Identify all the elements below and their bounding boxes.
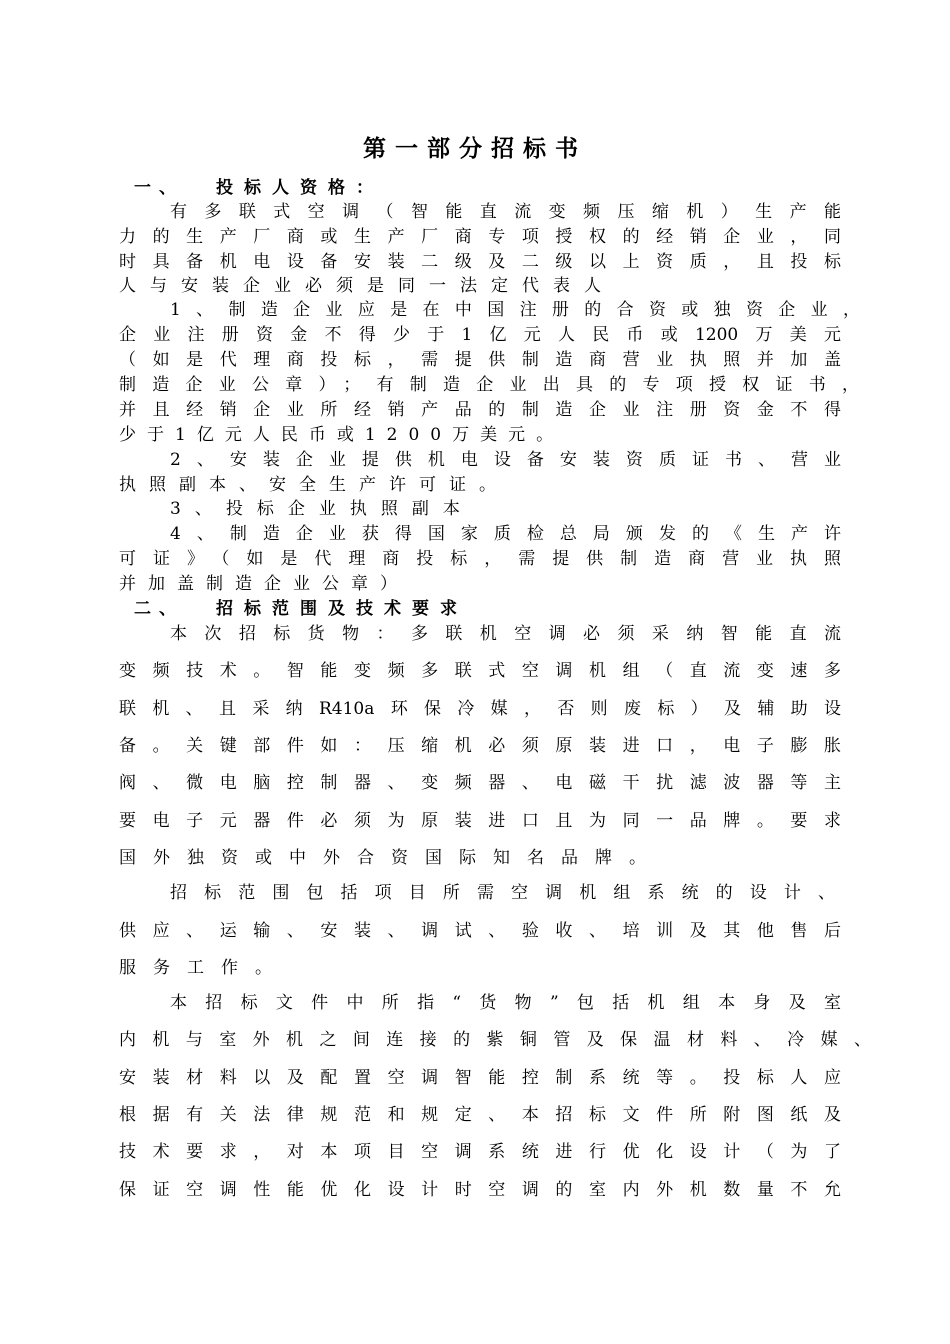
section-1-line: （如是代理商投标，需提供制造商营业执照并加盖 <box>119 350 841 370</box>
section-1-line: 3、投标企业执照副本 <box>170 499 474 519</box>
section-2-title: 招标范围及技术要求 <box>216 599 468 619</box>
section-1-number: 一、 <box>134 178 184 198</box>
section-2-line: 保证空调性能优化设计时空调的室内外机数量不允 <box>119 1180 841 1200</box>
section-2-line: 招标范围包括项目所需空调机组系统的设计、 <box>170 883 835 903</box>
section-1-line: 可证》（如是代理商投标，需提供制造商营业执照 <box>119 549 841 569</box>
section-1-line: 有多联式空调（智能直流变频压缩机）生产能 <box>170 202 841 222</box>
section-1-line: 少于1亿元人民币或1200万美元。 <box>119 425 565 445</box>
section-2-line: 安装材料以及配置空调智能控制系统等。投标人应 <box>119 1068 841 1088</box>
section-2-line: 要电子元器件必须为原装进口且为同一品牌。要求 <box>119 811 841 831</box>
section-2-line: 技术要求，对本项目空调系统进行优化设计（为了 <box>119 1142 841 1162</box>
section-2-line: 本招标文件中所指“货物”包括机组本身及室 <box>170 993 841 1013</box>
section-1-heading <box>134 177 384 199</box>
section-2-line: 本次招标货物：多联机空调必须采纳智能直流 <box>170 624 841 644</box>
section-2-line: 阀、微电脑控制器、变频器、电磁干扰滤波器等主 <box>119 773 841 793</box>
section-2-heading <box>134 598 468 620</box>
section-2-line: 联机、且采纳R410a环保冷媒，否则废标）及辅助设 <box>119 699 841 719</box>
section-1-line: 执照副本、安全生产许可证。 <box>119 475 509 495</box>
section-2-line: 根据有关法律规范和规定、本招标文件所附图纸及 <box>119 1105 841 1125</box>
section-1-title: 投标人资格： <box>216 178 384 198</box>
section-1-line: 力的生产厂商或生产厂商专项授权的经销企业，同 <box>119 227 841 247</box>
section-2-line: 服务工作。 <box>119 958 289 978</box>
section-2-line: 国外独资或中外合资国际知名品牌。 <box>119 848 663 868</box>
section-1-line: 并加盖制造企业公章） <box>119 574 409 594</box>
section-2-line: 变频技术。智能变频多联式空调机组（直流变速多 <box>119 661 841 681</box>
section-1-line: 1、制造企业应是在中国注册的合资或独资企业， <box>170 300 860 320</box>
section-1-line: 4、制造企业获得国家质检总局颁发的《生产许 <box>170 524 841 544</box>
section-1-line: 制造企业公章）；有制造企业出具的专项授权证书， <box>119 375 859 395</box>
section-2-number: 二、 <box>134 599 184 619</box>
section-1-line: 并且经销企业所经销产品的制造企业注册资金不得 <box>119 400 841 420</box>
section-1-line: 时具备机电设备安装二级及二级以上资质，且投标 <box>119 252 841 272</box>
section-2-line: 供应、运输、安装、调试、验收、培训及其他售后 <box>119 921 841 941</box>
section-2-line: 内机与室外机之间连接的紫铜管及保温材料、冷媒、 <box>119 1030 871 1050</box>
page-title: 第一部分招标书 <box>363 136 587 162</box>
section-2-line: 备。关键部件如：压缩机必须原装进口，电子膨胀 <box>119 736 841 756</box>
section-1-line: 企业注册资金不得少于1亿元人民币或1200万美元 <box>119 325 841 345</box>
section-1-line: 人与安装企业必须是同一法定代表人 <box>119 276 615 296</box>
section-1-line: 2、安装企业提供机电设备安装资质证书、营业 <box>170 450 841 470</box>
